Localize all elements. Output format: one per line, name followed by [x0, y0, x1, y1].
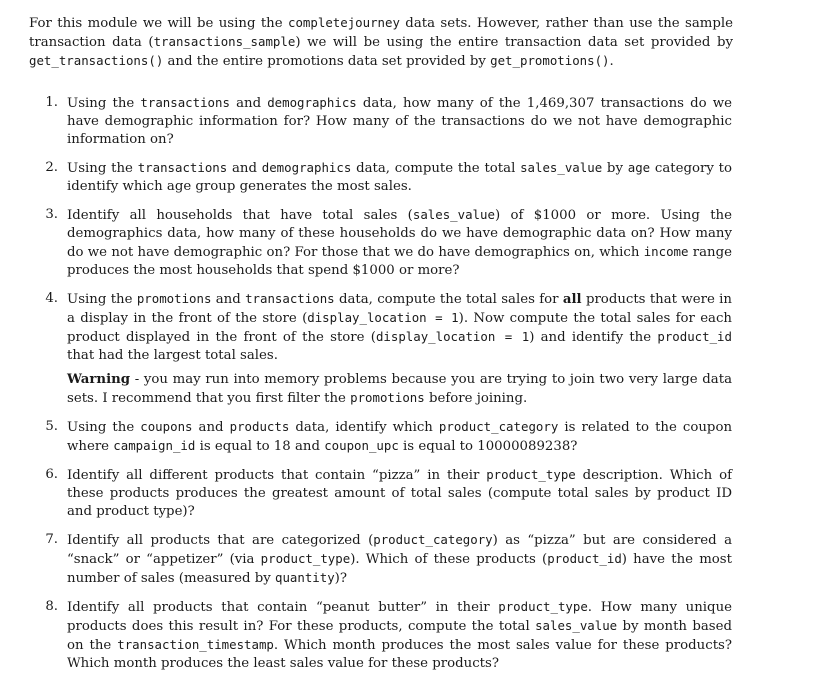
- code-term: transaction_timestamp: [117, 637, 274, 652]
- text-run: Identify all products that are categorized (: [67, 533, 374, 548]
- text-run: ) as “pizza” but are considered a “snack” or “appetizer” (via: [67, 533, 732, 567]
- question-paragraph: [67, 466, 732, 521]
- code-term: promotions: [136, 291, 212, 306]
- question-paragraph: [67, 418, 732, 456]
- text-run: is equal to 18 and: [195, 439, 325, 454]
- question-item: [29, 531, 801, 588]
- text-run: and: [211, 292, 246, 307]
- question-text: [67, 290, 732, 408]
- question-item: [29, 206, 801, 280]
- question-text: [67, 94, 732, 149]
- code-term: campaign_id: [113, 438, 196, 453]
- code-term: age: [627, 160, 651, 175]
- text-run: data, how many of the 1,469,307 transactions do we have demographic information for? How many of the transactions do we not have demographic information on?: [67, 96, 732, 147]
- text-run: data, identify which: [289, 420, 439, 435]
- code-term: product_type: [498, 599, 588, 614]
- question-text: [67, 598, 732, 673]
- text-run: ) of $1000 or more. Using the demographics data, how many of these households do we have demographic data on? How many do we not have demographic on? For those that we do have demographics on, which: [67, 208, 732, 260]
- text-run: ) we will be using the entire transaction data set provided by: [295, 35, 734, 50]
- code-term: product_id: [547, 551, 622, 566]
- text-run: data sets. However, rather than use the sample transaction data (: [29, 16, 734, 50]
- question-text: [67, 531, 732, 588]
- text-run: data, compute the total: [351, 161, 521, 176]
- question-number: 2.: [45, 160, 58, 175]
- question-paragraph: [67, 531, 732, 588]
- text-run: and: [192, 420, 230, 435]
- code-term: transactions: [140, 95, 230, 110]
- question-paragraph: [67, 290, 732, 365]
- text-run: Using the: [67, 161, 138, 176]
- question-item: [29, 466, 801, 521]
- bold-term: all: [562, 292, 582, 307]
- question-number: 3.: [45, 207, 58, 222]
- question-number: 7.: [45, 532, 58, 547]
- text-run: ) and identify the: [529, 330, 658, 345]
- text-run: Identify all different products that contain “pizza” in their: [67, 468, 487, 483]
- text-run: Identify all products that contain “peanut butter” in their: [67, 600, 499, 615]
- question-item: [29, 159, 801, 196]
- code-term: get_promotions(): [490, 53, 610, 68]
- code-term: transactions: [137, 160, 228, 175]
- text-run: and: [229, 96, 268, 111]
- code-term: sales_value: [535, 618, 618, 633]
- code-term: product_type: [486, 467, 576, 482]
- question-paragraph: [67, 206, 732, 280]
- text-run: by: [602, 161, 628, 176]
- text-run: that had the largest total sales.: [67, 348, 278, 363]
- code-term: transactions: [245, 291, 335, 306]
- code-term: income: [643, 244, 689, 259]
- text-run: products that were in a display in the front of the store (: [67, 292, 732, 326]
- question-item: [29, 94, 801, 149]
- question-text: [67, 466, 732, 521]
- code-term: quantity: [274, 570, 335, 585]
- question-paragraph: [67, 598, 732, 673]
- text-run: )?: [334, 571, 347, 586]
- code-term: demographics: [267, 95, 357, 110]
- code-term: display_location = 1: [375, 329, 530, 344]
- question-text: [67, 206, 732, 280]
- code-term: sales_value: [412, 207, 495, 222]
- question-item: [29, 598, 801, 673]
- question-item: [29, 290, 801, 408]
- text-run: before joining.: [424, 391, 528, 406]
- text-run: is equal to 10000089238?: [398, 439, 578, 454]
- text-run: Using the: [67, 96, 141, 111]
- text-run: ). Now compute the total sales for each product displayed in the front of the store (: [67, 311, 732, 345]
- text-run: description. Which of these products produces the greatest amount of total sales (compute total sales by product ID and product type)?: [67, 468, 732, 519]
- text-run: Identify all households that have total sales (: [67, 208, 413, 223]
- intro-paragraph: [29, 14, 733, 71]
- question-number: 1.: [45, 95, 58, 110]
- text-run: category to identify which age group generates the most sales.: [67, 161, 732, 194]
- text-run: . Which month produces the most sales value for these products? Which month produces the least sales value for these products?: [67, 638, 732, 671]
- question-item: [29, 418, 801, 456]
- text-run: Using the: [67, 292, 137, 307]
- code-term: coupons: [140, 419, 193, 434]
- code-term: get_transactions(): [29, 53, 164, 68]
- question-paragraph: [67, 94, 732, 149]
- text-run: by month based on the: [67, 619, 732, 653]
- code-term: demographics: [261, 160, 352, 175]
- question-text: [67, 418, 732, 456]
- text-run: Using the: [67, 420, 141, 435]
- text-run: . How many unique products does this result in? For these products, compute the total: [67, 600, 733, 634]
- question-number: 8.: [45, 599, 58, 614]
- bold-term: Warning: [67, 372, 131, 387]
- question-number: 6.: [45, 467, 58, 482]
- code-term: sales_value: [520, 160, 603, 175]
- question-text: [67, 159, 732, 196]
- text-run: and: [227, 161, 262, 176]
- text-run: For this module we will be using the: [29, 16, 289, 31]
- code-term: product_type: [260, 551, 351, 566]
- warning-note: [67, 371, 732, 408]
- text-run: ) have the most number of sales (measured by: [67, 552, 732, 586]
- question-paragraph: [67, 159, 732, 196]
- text-run: - you may run into memory problems because you are trying to join two very large data sets. I recommend that you first filter the: [67, 372, 732, 406]
- code-term: products: [229, 419, 290, 434]
- code-term: coupon_upc: [324, 438, 399, 453]
- text-run: .: [609, 54, 614, 69]
- code-term: transactions_sample: [153, 34, 296, 49]
- text-run: is related to the coupon where: [67, 420, 733, 454]
- text-run: ). Which of these products (: [350, 552, 548, 567]
- code-term: display_location = 1: [307, 310, 459, 325]
- text-run: and the entire promotions data set provided by: [163, 54, 491, 69]
- question-number: 4.: [45, 291, 58, 306]
- code-term: product_category: [373, 532, 493, 547]
- code-term: completejourney: [288, 15, 400, 30]
- text-run: range produces the most households that spend $1000 or more?: [67, 245, 732, 278]
- text-run: data, compute the total sales for: [334, 292, 563, 307]
- code-term: product_category: [438, 419, 559, 434]
- question-list: [29, 94, 801, 673]
- question-number: 5.: [45, 419, 58, 434]
- code-term: promotions: [350, 390, 425, 405]
- code-term: product_id: [657, 329, 732, 344]
